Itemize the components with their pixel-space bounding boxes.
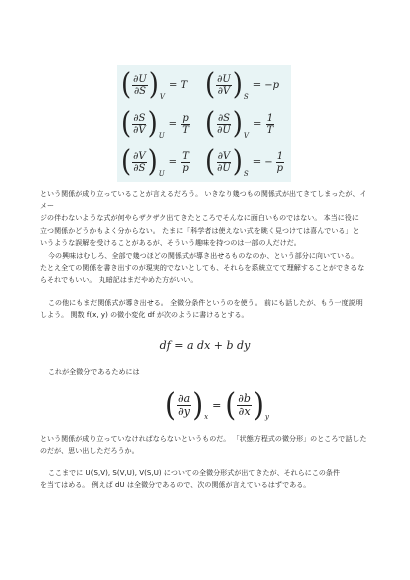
- text-line: ここまでに U(S,V), S(V,U), V(S,U) についての全微分形式が出てきたが、それらにこの条件: [48, 469, 341, 477]
- denominator: p: [276, 162, 284, 174]
- denominator: ∂S: [133, 162, 146, 174]
- subscript: U: [158, 170, 165, 178]
- subscript: x: [204, 413, 209, 421]
- numerator: ∂V: [217, 150, 231, 162]
- numerator: 1: [276, 150, 284, 162]
- text-line: これが全微分であるためには: [48, 368, 140, 376]
- denominator: ∂U: [217, 162, 231, 174]
- numerator: ∂S: [217, 112, 230, 124]
- text-line: 立つ関係かどうかもよく分からない。 たまに「科学者は使えない式を眺く見つけては喜んでいる」と: [40, 226, 360, 235]
- numerator: T: [182, 150, 189, 162]
- text-line: という関係が成り立っていることが言えるだろう。 いきなり幾つもの関係式が出てきてしまったが、イメー: [40, 190, 367, 211]
- paragraph-4: [40, 366, 370, 378]
- formula-cell: ( $\frac{\partial V}{\partial U}$ ) S = − $\frac{1}{p}$: [205, 144, 284, 180]
- numerator: 1: [266, 112, 274, 124]
- paragraph-2: [40, 250, 370, 287]
- numerator: ∂a: [177, 391, 191, 405]
- paragraph-5: [40, 433, 370, 457]
- formula-row: [117, 108, 291, 140]
- text-line: ジの伴わないような式が何やらザクザク出てきたところでそんなに面白いものではない。 本当に役に: [40, 214, 359, 223]
- denominator: T: [182, 124, 189, 136]
- numerator: ∂U: [133, 73, 147, 85]
- paragraph-6: [40, 467, 370, 491]
- numerator: p: [182, 112, 189, 124]
- minus-sign: −: [264, 156, 273, 168]
- paragraph-3: [40, 297, 370, 321]
- denominator: ∂S: [133, 85, 146, 97]
- formula-cell: ( $\frac{\partial U}{\partial S}$ ) V = T: [121, 67, 188, 103]
- text-line: らそれでもいい。 丸暗記はまだやめた方がいい。: [40, 276, 198, 285]
- equation-exactness-condition: ( $\frac{\partial a}{\partial y}$ ) x = ( $\frac{\partial b}{\partial x}$ ) y: [165, 385, 269, 424]
- rhs: = −p: [252, 79, 280, 91]
- formula-cell: ( $\frac{\partial S}{\partial U}$ ) V = $\frac{1}{T}$: [205, 106, 274, 142]
- paragraph-1: [40, 188, 370, 249]
- denominator: ∂V: [133, 124, 146, 136]
- text-line: のだが、思い出しただろうか。: [40, 447, 139, 456]
- subscript: S: [243, 170, 249, 178]
- equation-total-differential: df = a dx + b dy: [159, 339, 251, 352]
- text-line: しよう。 関数 f(x, y) の微小変化 df が次のように書けるとする。: [40, 311, 249, 320]
- denominator: T: [266, 124, 274, 136]
- formula-cell: ( $\frac{\partial V}{\partial S}$ ) U = $\frac{T}{p}$: [121, 144, 189, 180]
- subscript: y: [264, 413, 269, 421]
- formula-cell: ( $\frac{\partial S}{\partial V}$ ) U = $\frac{p}{T}$: [121, 106, 189, 142]
- subscript: V: [243, 132, 249, 140]
- subscript: U: [158, 132, 165, 140]
- text-line: を当てはめる。 例えば dU は全微分であるので、次の関係が言えているはずである。: [40, 481, 311, 490]
- denominator: ∂V: [217, 85, 231, 97]
- formula-cell: ( $\frac{\partial U}{\partial V}$ ) S = −p: [205, 67, 280, 103]
- denominator: ∂U: [217, 124, 231, 136]
- text-line: たとえ全ての関係を書き出すのが現実的でないとしても、それらを系統立てて理解することができるな: [40, 264, 365, 273]
- subscript: V: [159, 93, 165, 101]
- denominator: ∂y: [178, 404, 191, 418]
- numerator: ∂b: [238, 391, 251, 405]
- formula-table: [117, 65, 291, 182]
- text-line: この他にもまだ関係式が導き出せる。 全微分条件というのを使う。 前にも話したが、もう一度説明: [48, 299, 363, 307]
- text-line: という関係が成り立っていなければならないというものだ。 「状態方程式の微分形」のところで話した: [40, 435, 367, 443]
- denominator: ∂x: [238, 404, 251, 418]
- rhs: = T: [168, 79, 188, 91]
- formula-row: [117, 69, 291, 101]
- numerator: ∂U: [217, 73, 231, 85]
- numerator: ∂S: [133, 112, 146, 124]
- numerator: ∂V: [133, 150, 146, 162]
- equals-sign: =: [212, 398, 222, 412]
- formula-row: [117, 146, 291, 178]
- text-line: いうような誤解を受けることがあるが、そういう趣味を持つのは一部の人だけだ。: [40, 238, 301, 247]
- text-line: 今の興味はむしろ、全部で幾つほどの関係式が導き出せるものなのか、という部分に向いている。: [48, 252, 359, 260]
- subscript: S: [243, 93, 249, 101]
- denominator: p: [182, 162, 189, 174]
